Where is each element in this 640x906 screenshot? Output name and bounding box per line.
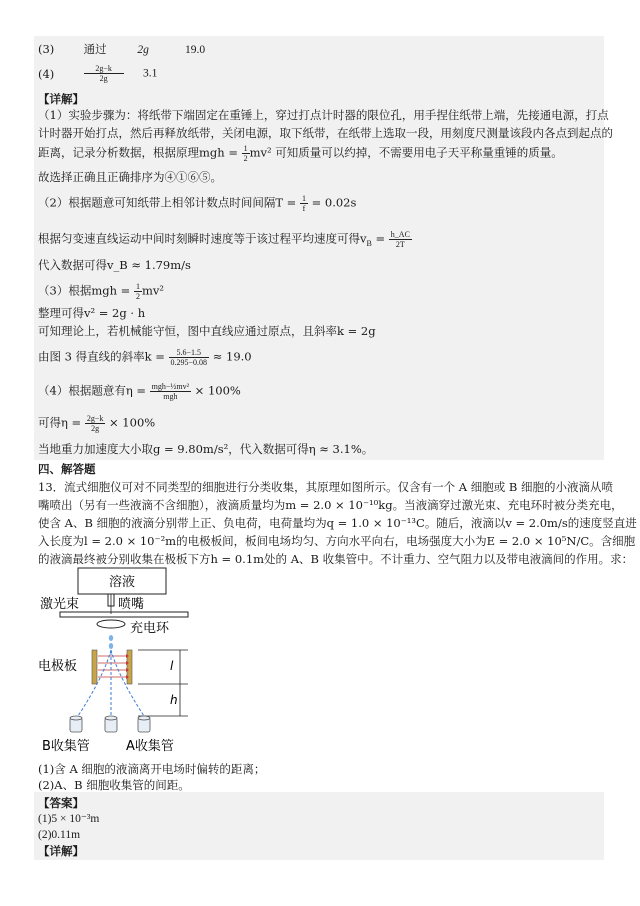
- q13-line4: 入长度为l = 2.0 × 10⁻²m的电极板间，板间电场均匀、方向水平向右，电场强度大小为E = 2.0 × 10⁵N/C。含细胞: [38, 534, 636, 548]
- p1-line4: 故选择正确且正确排序为④①⑥⑤。: [38, 170, 222, 184]
- q13-line2: 嘴喷出（另有一些液滴不含细胞），液滴质量均为m = 2.0 × 10⁻¹⁰kg。当液滴穿过激光束、充电环时被分类充电，: [38, 498, 623, 512]
- flow-cytometer-diagram: [38, 566, 238, 766]
- answer-1: (1)5 × 10⁻³m: [38, 813, 100, 825]
- q13-line1: 13．流式细胞仪可对不同类型的细胞进行分类收集，其原理如图所示。仅含有一个 A 细胞或 B 细胞的小液滴从喷: [38, 480, 614, 494]
- detail-heading-2: 【详解】: [38, 844, 84, 858]
- answer-block-shade-bottom: [34, 792, 604, 860]
- charging-ring: [97, 620, 125, 628]
- sub-question-1: (1)含 A 细胞的液滴离开电场时偏转的距离；: [38, 762, 266, 776]
- answer-row-4: (4) $\frac{2g-k}{2g}$ 3.1: [38, 64, 158, 83]
- plate-label: 电极板: [38, 659, 78, 674]
- answer-2: (2)0.11m: [38, 829, 81, 841]
- q13-line5: 的液滴最终被分别收集在极板下方h = 0.1m处的 A、B 收集管中。不计重力、空气阻力以及带电液滴间的作用。求：: [38, 552, 634, 566]
- ring-label: 充电环: [130, 621, 170, 636]
- laser-label: 激光束: [40, 597, 80, 612]
- section-heading: 四、解答题: [38, 462, 96, 476]
- p2-line3: 代入数据可得v_B ≈ 1.79m/s: [38, 258, 191, 272]
- tube-a: [138, 716, 150, 732]
- left-plate: [92, 650, 97, 684]
- detail-heading: 【详解】: [38, 92, 84, 106]
- nozzle-label: 喷嘴: [118, 597, 145, 612]
- p4-line1: （4）根据题意有η = $\frac{\text{mgh−½mv²}}{\text{mgh}}$ × 100%: [38, 382, 241, 401]
- right-plate: [127, 650, 132, 684]
- sub-question-2: (2)A、B 细胞收集管的间距。: [38, 778, 190, 792]
- p4-line2: 可得η = $\frac{2g-k}{2g}$ × 100%: [38, 414, 156, 433]
- tube-b: [70, 716, 82, 732]
- tube-b-label: B收集管: [42, 739, 90, 754]
- tube-a-label: A收集管: [126, 739, 174, 754]
- q13-line3: 使含 A、B 细胞的液滴分别带上正、负电荷，电荷量均为q = 1.0 × 10⁻¹³C。随后，液滴以v = 2.0m/s的速度竖直进: [38, 516, 637, 530]
- p3-line1: （3）根据mgh = $\frac{1}{2}$ mv²: [38, 282, 164, 301]
- laser-beam: [60, 612, 188, 617]
- answer-heading: 【答案】: [38, 796, 84, 810]
- answer-row-3: (3) 通过 2g 19.0: [38, 42, 206, 56]
- p2-line1: （2）根据题意可知纸带上相邻计数点时间间隔T = $\frac{1}{f}$ = 0.02s: [38, 194, 357, 213]
- p2-line2: 根据匀变速直线运动中间时刻瞬时速度等于该过程平均速度可得$v_B$ = $\frac{h\_AC}{2T}$: [38, 230, 410, 249]
- p1-line1: （1）实验步骤为：将纸带下端固定在重锤上，穿过打点计时器的限位孔，用手捏住纸带上端，先接通电源，打点: [38, 108, 609, 122]
- p3-line3: 可知理论上，若机械能守恒，图中直线应通过原点，且斜率k = 2g: [38, 324, 376, 338]
- p3-line4: 由图 3 得直线的斜率k = $\frac{5.6-1.5}{0.295-0.08}$ ≈ 19.0: [38, 348, 252, 367]
- solution-label: 溶液: [108, 575, 136, 590]
- p1-line3: 距离，记录分析数据，根据原理mgh = $\frac{1}{2}$ mv² 可知质量可以约掉，不需要用电子天平称量重锤的质量。: [38, 144, 563, 163]
- p4-line3: 当地重力加速度大小取g = 9.80m/s²，代入数据可得η ≈ 3.1%。: [38, 442, 374, 456]
- p1-line2: 计时器开始打点，然后再释放纸带，关闭电源，取下纸带，在纸带上选取一段，用刻度尺测量该段内各点到起点的: [38, 126, 613, 140]
- length-l-label: l: [170, 659, 174, 673]
- height-h-label: h: [170, 693, 178, 707]
- tube-middle: [105, 716, 117, 732]
- p3-line2: 整理可得v² = 2g · h: [38, 306, 146, 320]
